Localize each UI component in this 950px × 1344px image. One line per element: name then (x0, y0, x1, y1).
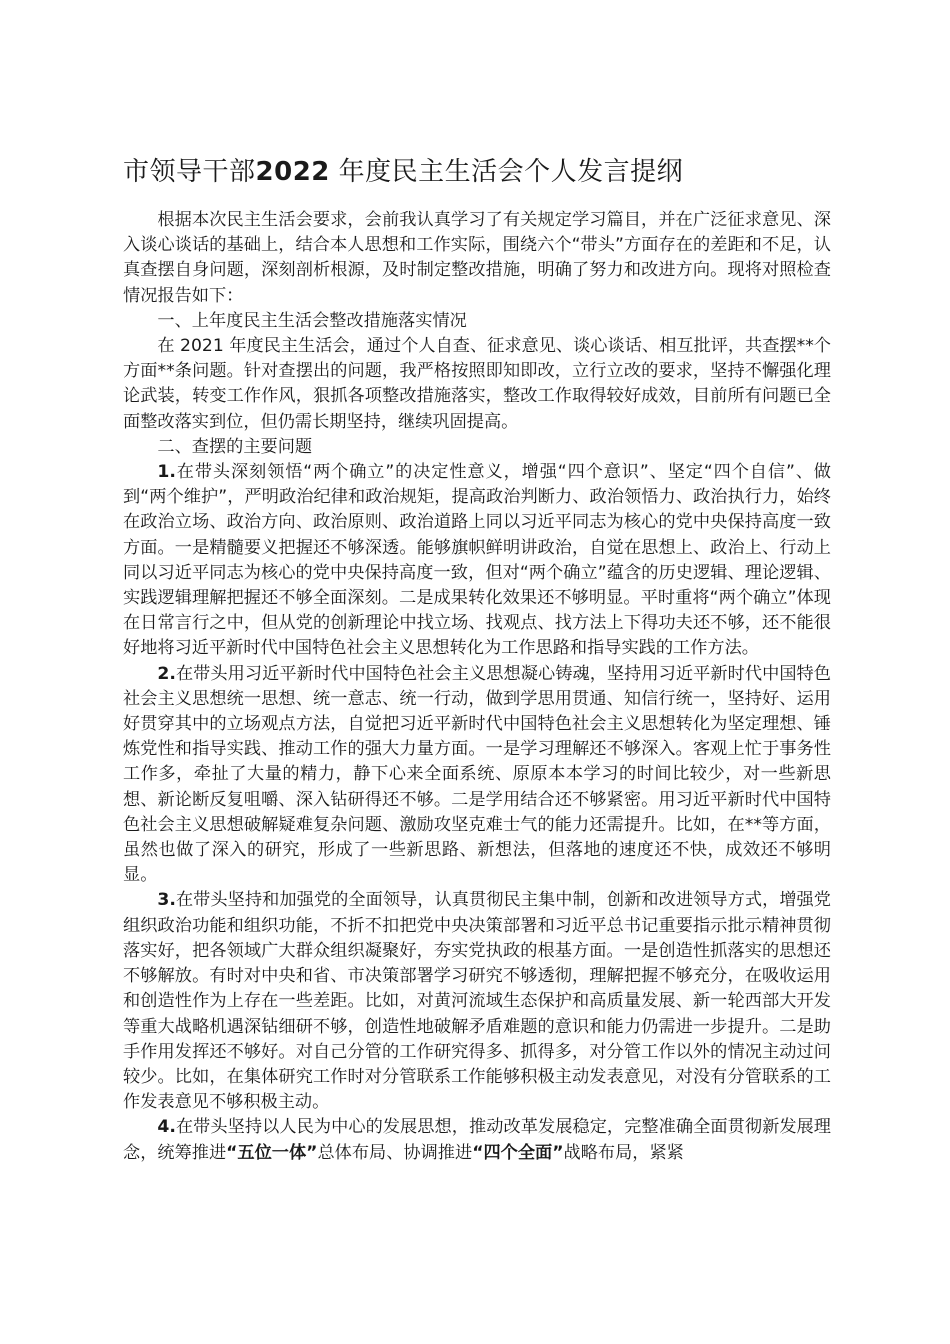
item2-body: 在带头用习近平新时代中国特色社会主义思想凝心铸魂，坚持用习近平新时代中国特色社会主义思想统一思想、统一意志、统一行动，做到学思用贯通、知信行统一，坚持好、运用好贯穿其中的立场观点方法，自觉把习近平新时代中国特色社会主义思想转化为坚定理想、锤炼党性和指导实践、推动工作的强大力量方面。一是学习理解还不够深入。客观上忙于事务性工作多，牵扯了大量的精力，静下心来全面系统、原原本本学习的时间比较少，对一些新思想、新论断反复咀嚼、深入钻研得还不够。二是学用结合还不够紧密。用习近平新时代中国特色社会主义思想破解疑难复杂问题、激励攻坚克难士气的能力还需提升。比如，在**等方面，虽然也做了深入的研究，形成了一些新思路、新想法，但落地的速度还不快，成效还不够明显。 (123, 663, 831, 886)
item1-paragraph (123, 460, 831, 662)
item3-body: 在带头坚持和加强党的全面领导，认真贯彻民主集中制，创新和改进领导方式，增强党组织政治功能和组织功能，不折不扣把党中央决策部署和习近平总书记重要指示批示精神贯彻落实好，把各领域广大群众组织凝聚好，夯实党执政的根基方面。一是创造性抓落实的思想还不够解放。有时对中央和省、市决策部署学习研究不够透彻，理解把握不够充分，在吸收运用和创造性作为上存在一些差距。比如，对黄河流域生态保护和高质量发展、新一轮西部大开发等重大战略机遇深钻细研不够，创造性地破解矛盾难题的意识和能力仍需进一步提升。二是助手作用发挥还不够好。对自己分管的工作研究得多、抓得多，对分管工作以外的情况主动过问较少。比如，在集体研究工作时对分管联系工作能够积极主动发表意见，对没有分管联系的工作发表意见不够积极主动。 (123, 890, 831, 1113)
item4-body-a: 在带头坚持以人民为中心的发展思想，推动改革发展稳定，完整准确全面贯彻新发展理念，统筹推进 (123, 1117, 831, 1163)
title-prefix: 市领导干部 (123, 157, 256, 187)
title-year: 2022 (255, 157, 330, 187)
item4-quote-b: “四个全面” (472, 1142, 564, 1163)
intro-paragraph: 根据本次民主生活会要求，会前我认真学习了有关规定学习篇目，并在广泛征求意见、深入谈心谈话的基础上，结合本人思想和工作实际，围绕六个“带头”方面存在的差距和不足，认真查摆自身问题，深刻剖析根源，及时制定整改措施，明确了努力和改进方向。现将对照检查情况报告如下： (123, 210, 831, 306)
item4-quote-a: “五位一体” (226, 1142, 318, 1163)
item4-number: 4. (157, 1117, 176, 1138)
item4-paragraph (123, 1115, 831, 1165)
document-page (123, 150, 831, 1166)
item2-number: 2. (157, 663, 176, 684)
item1-lead: 在带头深刻领悟“两个确立”的决定性意义，增强“四个意识”、坚定“四个自信”、做到“两个维护”， (123, 462, 831, 508)
document-title (123, 150, 831, 194)
title-suffix: 年度民主生活会个人发言提纲 (329, 157, 684, 187)
item1-body: 严明政治纪律和政治规矩，提高政治判断力、政治领悟力、政治执行力，始终在政治立场、政治方向、政治原则、政治道路上同以习近平同志为核心的党中央保持高度一致方面。一是精髓要义把握还不够深透。能够旗帜鲜明讲政治，自觉在思想上、政治上、行动上同以习近平同志为核心的党中央保持高度一致，但对“两个确立”蕴含的历史逻辑、理论逻辑、实践逻辑理解把握还不够全面深刻。二是成果转化效果还不够明显。平时重将“两个确立”体现在日常言行之中，但从党的创新理论中找立场、找观点、找方法上下得功夫还不够，还不能很好地将习近平新时代中国特色社会主义思想转化为工作思路和指导实践的工作方法。 (123, 487, 831, 659)
item4-body-c: 战略布局，紧紧 (563, 1142, 684, 1163)
section1-heading: 一、上年度民主生活会整改措施落实情况 (157, 310, 467, 331)
section1-paragraph: 在 2021 年度民主生活会，通过个人自查、征求意见、谈心谈话、相互批评，共查摆**个方面**条问题。针对查摆出的问题，我严格按照即知即改，立行立改的要求，坚持不懈强化理论武装，转变工作作风，狠抓各项整改措施落实，整改工作取得较好成效，目前所有问题已全面整改落实到位，但仍需长期坚持，继续巩固提高。 (123, 336, 831, 432)
item4-body-b: 总体布局、协调推进 (317, 1142, 473, 1163)
item1-number: 1. (157, 462, 176, 483)
item3-paragraph (123, 888, 831, 1115)
item3-number: 3. (157, 890, 176, 911)
item2-paragraph (123, 662, 831, 889)
section2-heading: 二、查摆的主要问题 (157, 436, 313, 457)
